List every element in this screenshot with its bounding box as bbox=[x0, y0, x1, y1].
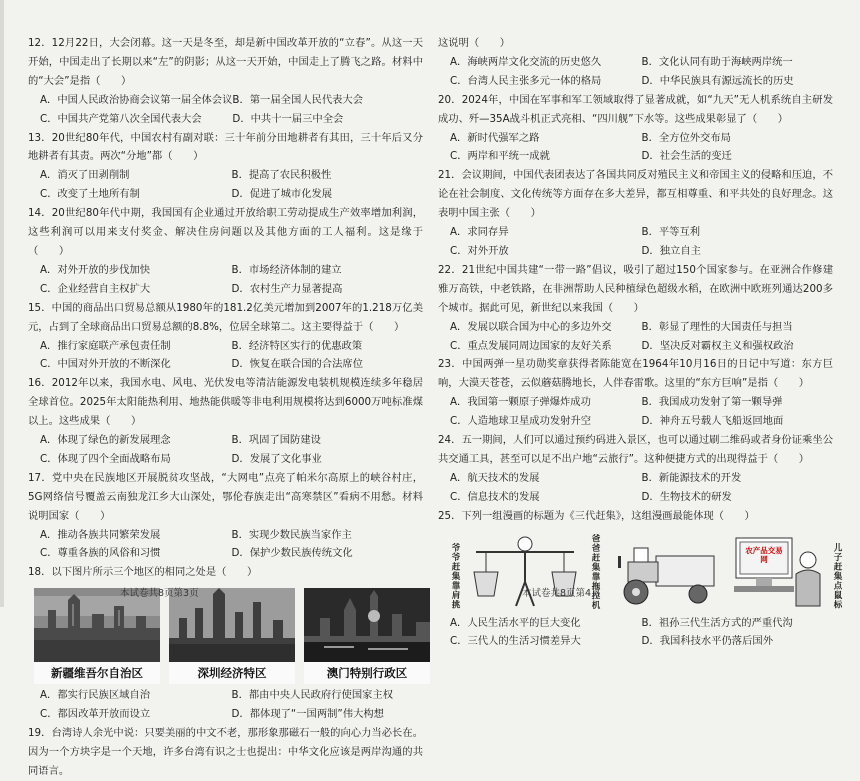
option-a: A．发展以联合国为中心的多边外交 bbox=[450, 320, 612, 333]
question-13-options bbox=[28, 166, 423, 204]
option-a: A．消灭了田剥削制 bbox=[40, 169, 130, 182]
option-a: A．新时代强军之路 bbox=[450, 131, 540, 144]
question-14-options bbox=[28, 261, 423, 299]
question-16-options bbox=[28, 431, 423, 469]
question-16-stem: 16．2012年以来，我国水电、风电、光伏发电等清洁能源发电装机规模连续多年稳居全球首位。2025年太阳能热利用、地热能供暖等非电利用规模将达到6000万吨标准煤以上。这些成果（ ） bbox=[28, 377, 423, 428]
option-a: A．对外开放的步伐加快 bbox=[40, 263, 151, 276]
option-d: D．中共十一届三中全会 bbox=[232, 112, 344, 125]
question-19-options bbox=[438, 53, 833, 91]
option-c: C．两岸和平统一成就 bbox=[450, 150, 550, 163]
question-20-options bbox=[438, 129, 833, 167]
page-footer-right: 本试卷共8页第4页 bbox=[522, 588, 601, 599]
option-a: A．推行家庭联产承包责任制 bbox=[40, 339, 171, 352]
question-17-options bbox=[28, 526, 423, 564]
question-22-options bbox=[438, 318, 833, 356]
option-d: D．保护少数民族传统文化 bbox=[231, 547, 353, 560]
option-b: B．祖孙三代生活方式的严重代沟 bbox=[641, 616, 793, 629]
option-c: C．体现了四个全面战略布局 bbox=[40, 452, 171, 465]
option-b: B．文化认同有助于海峡两岸统一 bbox=[641, 55, 793, 68]
option-a: A．我国第一颗原子弹爆炸成功 bbox=[450, 396, 591, 409]
comic-1-title: 爷爷赶集靠肩挑 bbox=[450, 543, 460, 610]
question-25-stem: 25．下列一组漫画的标题为《三代赶集》，这组漫画最能体现（ ） bbox=[438, 509, 755, 522]
option-a: A．都实行民族区域自治 bbox=[40, 689, 151, 702]
option-a: A．人民生活水平的巨大变化 bbox=[450, 616, 581, 629]
question-18-options bbox=[28, 686, 423, 724]
tractor-drawing bbox=[606, 530, 724, 610]
shenzhen-skyline-image bbox=[169, 588, 295, 662]
option-c: C．中国对外开放的不断深化 bbox=[40, 358, 171, 371]
comic-son bbox=[730, 530, 826, 610]
question-20-stem: 20．2024年，中国在军事和军工领域取得了显著成就，如“九天”无人机系统自主研发成功、歼—35A战斗机正式亮相、“四川舰”下水等。这些成果彰显了（ ） bbox=[438, 93, 833, 125]
option-a: A．求同存异 bbox=[450, 226, 509, 239]
comic-father bbox=[606, 530, 724, 610]
option-b: B．巩固了国防建设 bbox=[231, 434, 321, 447]
computer-user-drawing bbox=[730, 530, 826, 610]
question-13-stem: 13．20世纪80年代，中国农村有副对联：三十年前分田地耕者有其田，三十年后又分地耕者有其责。两次“分地”都（ ） bbox=[28, 131, 423, 163]
photo-macau bbox=[304, 588, 430, 684]
option-b: B．我国成功发射了第一颗导弹 bbox=[641, 396, 783, 409]
right-page bbox=[438, 34, 842, 648]
question-12-stem: 12．12月22日，大会闭幕。这一天是冬至，却是新中国改革开放的“立春”。从这一天开始，中国走出了长期以来“左”的阴影；从这一天开始，中国走上了腾飞之路。材料中的“大会”是指（ ） bbox=[28, 37, 423, 87]
option-d: D．中华民族具有源远流长的历史 bbox=[641, 74, 794, 87]
option-c: C．台湾人民主张多元一体的格局 bbox=[450, 74, 602, 87]
question-24-options bbox=[438, 469, 833, 507]
option-d: D．促进了城市化发展 bbox=[231, 188, 333, 201]
question-25-comics bbox=[450, 530, 842, 610]
comic-screen-sign: 农产品交易网 bbox=[745, 545, 783, 564]
photo-caption: 澳门特别行政区 bbox=[304, 662, 430, 684]
option-b: B．市场经济体制的建立 bbox=[231, 263, 342, 276]
page-footer-left: 本试卷共8页第3页 bbox=[120, 588, 199, 599]
question-15-stem: 15．中国的商品出口贸易总额从1980年的181.2亿美元增加到2007年的1.218万亿美元，占到了全球商品出口贸易总额的8.8%，位居全球第二。这主要得益于（ ） bbox=[28, 301, 423, 333]
option-d: D．发展了文化事业 bbox=[231, 452, 322, 465]
xinjiang-skyline-image bbox=[34, 588, 160, 662]
option-a: A．海峡两岸文化交流的历史悠久 bbox=[450, 55, 602, 68]
question-23-options bbox=[438, 393, 833, 431]
option-a: A．中国人民政治协商会议第一届全体会议 bbox=[40, 93, 233, 106]
option-b: B．提高了农民积极性 bbox=[231, 169, 332, 182]
option-a: A．体现了绿色的新发展理念 bbox=[40, 434, 171, 447]
question-19-continued: 这说明（ ） bbox=[438, 37, 511, 49]
option-a: A．推动各族共同繁荣发展 bbox=[40, 528, 161, 541]
option-b: B．彰显了理性的大国责任与担当 bbox=[641, 320, 793, 333]
option-b: B．经济特区实行的优惠政策 bbox=[231, 339, 363, 352]
question-12-options bbox=[28, 91, 423, 129]
option-d: D．都体现了“一国两制”伟大构想 bbox=[231, 708, 384, 721]
question-21-stem: 21．会议期间，中国代表团表达了各国共同反对殖民主义和帝国主义的侵略和压迫，不论在社会制度、文化传统等方面存在多大差异，都互相尊重、和平共处的良好理念。这表明中国主张（ ） bbox=[438, 169, 833, 220]
option-d: D．生物技术的研发 bbox=[641, 490, 732, 503]
option-d: D．神舟五号载人飞船返回地面 bbox=[641, 415, 784, 428]
option-c: C．都因改革开放而设立 bbox=[40, 708, 151, 721]
option-c: C．对外开放 bbox=[450, 244, 509, 257]
option-d: D．农村生产力显著提高 bbox=[231, 282, 343, 295]
photo-caption: 深圳经济特区 bbox=[169, 662, 295, 684]
option-d: D．独立自主 bbox=[641, 244, 701, 257]
question-14-stem: 14．20世纪80年代中期，我国国有企业通过开放给职工劳动提成生产效率增加利润，这些利润可以用来支付奖金、解决住房问题以及其他方面的工人福利。这是缘于（ ） bbox=[28, 207, 423, 257]
option-c: C．三代人的生活习惯差异大 bbox=[450, 635, 581, 648]
question-24-stem: 24．五一期间，人们可以通过预约码进入景区，也可以通过刷二维码或者身份证乘坐公共交通工具，甚至可以足不出户地“云旅行”。这种便捷方式的出现得益于（ ） bbox=[438, 434, 833, 465]
question-22-stem: 22．21世纪中国共建“一带一路”倡议，吸引了超过150个国家参与。在亚洲合作修建雅万高铁，中老铁路，在非洲帮助人民种植绿色超级水稻，在欧洲中欧班列通达200多个城市。据此可见，新世纪以来我国（ ） bbox=[438, 263, 833, 314]
option-b: B．实现少数民族当家作主 bbox=[231, 528, 352, 541]
option-d: D．我国科技水平仍落后国外 bbox=[641, 635, 773, 648]
option-d: D．恢复在联合国的合法席位 bbox=[231, 358, 363, 371]
question-18-stem: 18．以下图片所示三个地区的相同之处是（ ） bbox=[28, 566, 258, 579]
photo-caption: 新疆维吾尔自治区 bbox=[34, 662, 160, 684]
option-d: D．坚决反对霸权主义和强权政治 bbox=[641, 339, 794, 352]
comic-3-title: 儿子赶集点鼠标 bbox=[832, 543, 842, 610]
question-17-stem: 17．党中央在民族地区开展脱贫攻坚战，“大网电”点亮了帕米尔高原上的峡谷村庄，5G网络信号覆盖云南独龙江乡大山深处，鄂伦春族走出“高寒禁区”看病不用愁。材料说明国家（ ） bbox=[28, 471, 423, 522]
question-25-options bbox=[438, 614, 833, 652]
option-b: B．平等互利 bbox=[641, 226, 701, 239]
macau-night-image bbox=[304, 588, 430, 662]
option-c: C．重点发展同周边国家的友好关系 bbox=[450, 339, 612, 352]
option-b: B．都由中央人民政府行使国家主权 bbox=[231, 689, 394, 702]
page-edge-left bbox=[0, 0, 4, 607]
question-15-options bbox=[28, 337, 423, 375]
question-18-photos bbox=[34, 588, 423, 684]
left-page bbox=[28, 34, 423, 777]
question-21-options bbox=[438, 223, 833, 261]
question-23-stem: 23．中国两弹一星功勋奖章获得者陈能宽在1964年10月16日的日记中写道：东方巨响，大漠天苍苍，云似蘑菇腾地长，人伴春雷歌。这里的“东方巨响”是指（ ） bbox=[438, 358, 833, 390]
photo-shenzhen bbox=[169, 588, 295, 684]
photo-xinjiang bbox=[34, 588, 160, 684]
option-c: C．企业经营自主权扩大 bbox=[40, 282, 151, 295]
question-19-stem: 19．台湾诗人余光中说：只要美丽的中文不老，那形象那磁石一般的向心力当必长在。因为一个方块字是一个天地，许多台湾有识之士也提出：中华文化应该是两岸沟通的共同语言。 bbox=[28, 727, 423, 777]
option-b: B．第一届全国人民代表大会 bbox=[232, 93, 364, 106]
comic-2-title: 爸爸赶集靠拖拉机 bbox=[590, 533, 600, 610]
option-a: A．航天技术的发展 bbox=[450, 471, 540, 484]
option-c: C．信息技术的发展 bbox=[450, 490, 540, 503]
option-b: B．全方位外交布局 bbox=[641, 131, 731, 144]
option-c: C．人造地球卫星成功发射升空 bbox=[450, 415, 592, 428]
option-d: D．社会生活的变迁 bbox=[641, 150, 732, 163]
option-b: B．新能源技术的开发 bbox=[641, 471, 742, 484]
option-c: C．改变了土地所有制 bbox=[40, 188, 140, 201]
option-c: C．尊重各族的风俗和习惯 bbox=[40, 547, 161, 560]
option-c: C．中国共产党第八次全国代表大会 bbox=[40, 112, 202, 125]
